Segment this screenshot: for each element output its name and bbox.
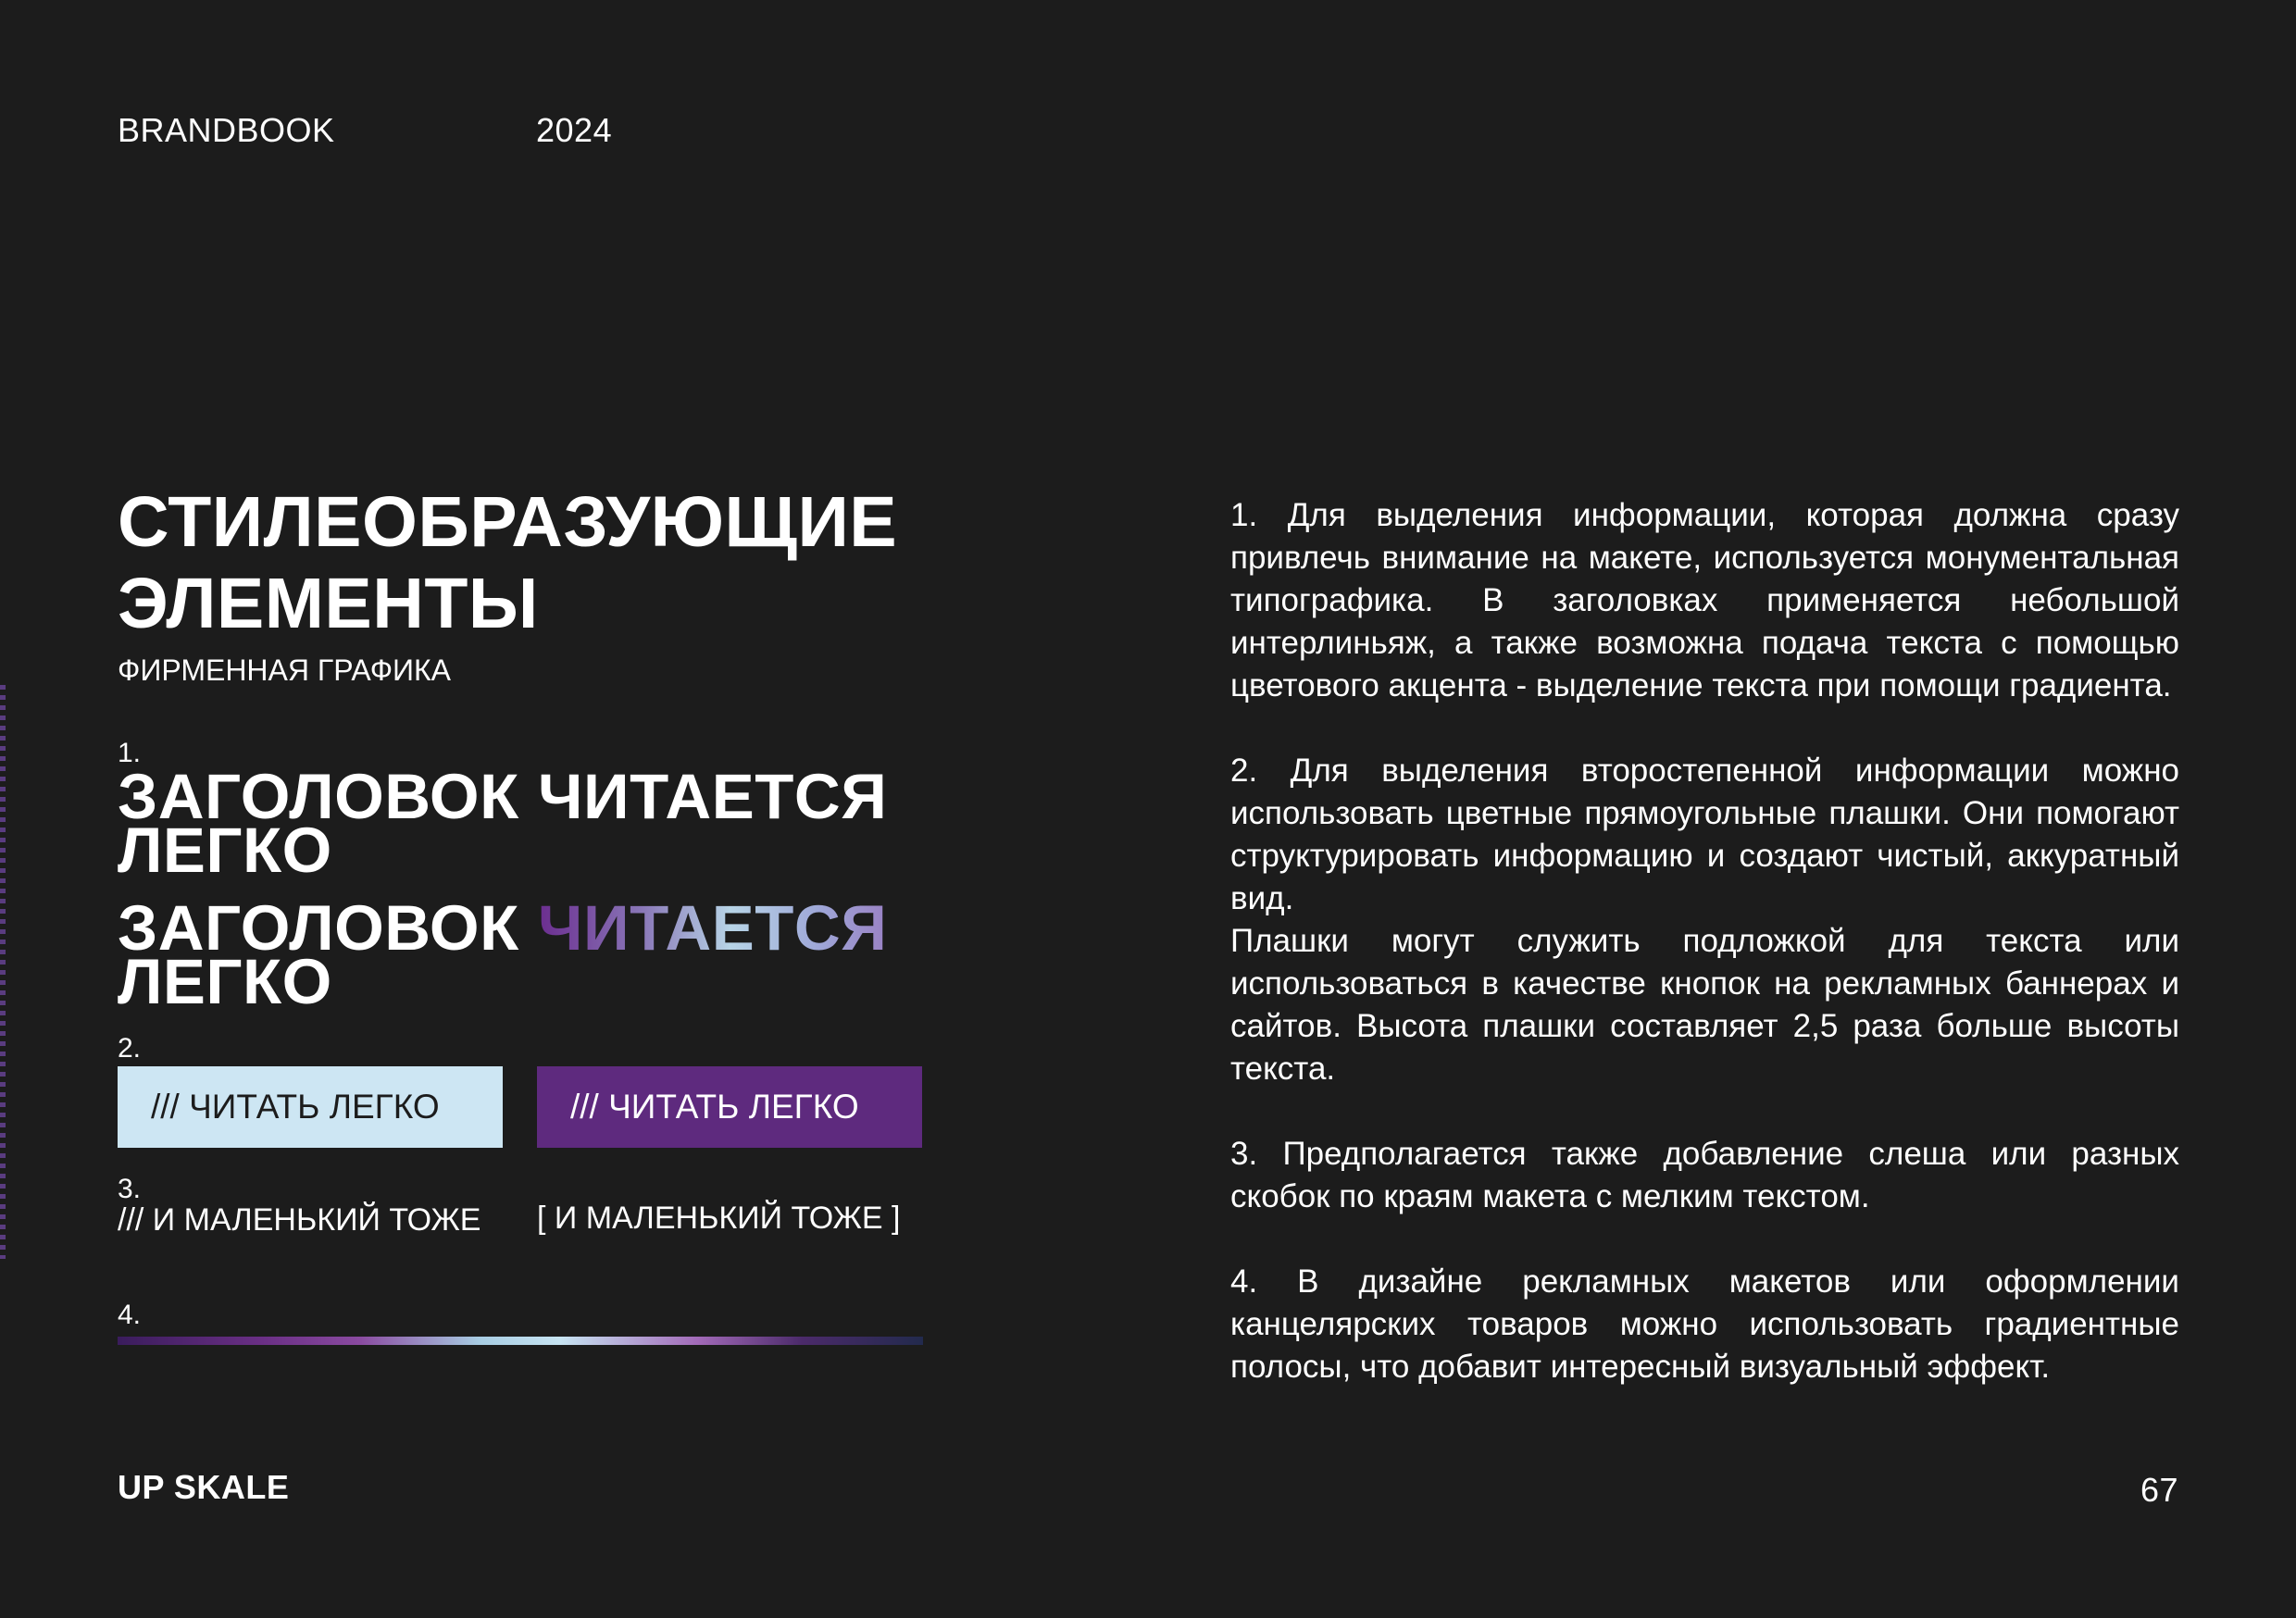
plaque-light [118, 1066, 503, 1148]
heading-example-gradient-word2: ЧИТАЕТСЯ [538, 892, 888, 964]
heading-example-plain-word3: ЛЕГКО [118, 815, 332, 886]
example-number-4: 4. [118, 1300, 142, 1330]
plaque-purple [537, 1066, 922, 1148]
heading-example-plain-word1: ЗАГОЛОВОК [118, 761, 519, 832]
description-paragraph-2a: 2. Для выделения второстепенной информации можно использовать цветные прямоугольные плашки. Они помогают структурировать информацию и создают чистый, аккуратный вид. [1230, 753, 2179, 916]
description-text [1230, 494, 2179, 1388]
heading-example-gradient-word3: ЛЕГКО [118, 946, 332, 1017]
description-paragraph-3: 3. Предполагается также добавление слеша или разных скобок по краям макета с мелким текстом. [1230, 1136, 2179, 1214]
small-text-bracket: [ И МАЛЕНЬКИЙ ТОЖЕ ] [537, 1201, 901, 1236]
description-paragraph-2b: Плашки могут служить подложкой для текста или использоваться в качестве кнопок на рекламных баннерах и сайтов. Высота плашки составляет 2,5 раза больше высоты текста. [1230, 923, 2179, 1087]
decorative-edge-stripes [0, 685, 6, 1259]
header-year: 2024 [536, 111, 613, 149]
example-number-1: 1. [118, 738, 142, 768]
heading-example-plain-word2: ЧИТАЕТСЯ [538, 761, 888, 832]
example-number-3: 3. [118, 1174, 142, 1204]
footer-brand: UP SKALE [118, 1468, 290, 1506]
example-number-2: 2. [118, 1033, 142, 1064]
page-title-line2: ЭЛЕМЕНТЫ [118, 564, 539, 643]
heading-example-gradient-word1: ЗАГОЛОВОК [118, 892, 519, 964]
page-subtitle: ФИРМЕННАЯ ГРАФИКА [118, 653, 451, 687]
description-paragraph-4: 4. В дизайне рекламных макетов или оформлении канцелярских товаров можно использовать градиентные полосы, что добавит интересный визуальный эффект. [1230, 1263, 2179, 1385]
description-paragraph-1: 1. Для выделения информации, которая должна сразу привлечь внимание на макете, используется монументальная типографика. В заголовках применяется небольшой интерлиньяж, а также возможна подача текста с помощью цветового акцента - выделение текста при помощи градиента. [1230, 497, 2179, 703]
plaque-light-label: /// ЧИТАТЬ ЛЕГКО [151, 1088, 440, 1126]
page-title-line1: СТИЛЕОБРАЗУЮЩИЕ [118, 482, 898, 562]
gradient-stripe [118, 1337, 923, 1345]
page-title [118, 481, 897, 644]
small-text-slash: /// И МАЛЕНЬКИЙ ТОЖЕ [118, 1202, 481, 1238]
page-number: 67 [2140, 1471, 2179, 1509]
header-brand: BRANDBOOK [118, 111, 335, 149]
plaque-purple-label: /// ЧИТАТЬ ЛЕГКО [570, 1088, 859, 1126]
